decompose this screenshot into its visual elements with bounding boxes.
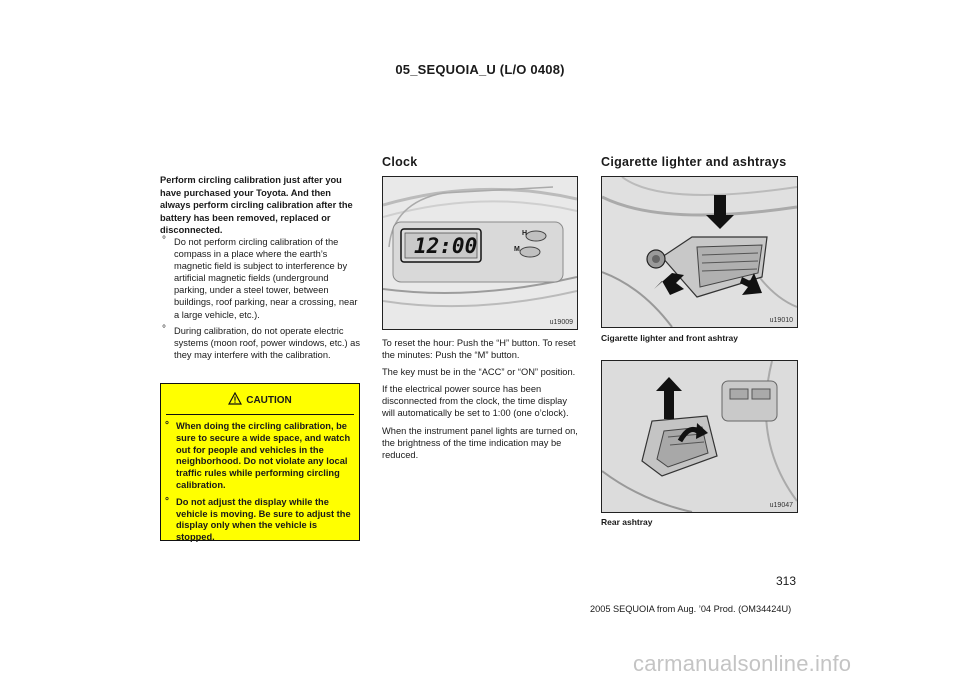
- figure-code: u19010: [769, 317, 793, 324]
- caution-item: ° Do not adjust the display while the vehicle is moving. Be sure to adjust the display only when the vehicle is stopped.: [163, 497, 353, 544]
- figure-code: u19009: [549, 319, 573, 326]
- watermark[interactable]: carmanualsonline.info: [633, 651, 852, 676]
- clock-paragraph: If the electrical power source has been disconnected from the clock, the time display will automatically be set to 1:00 (one o’clock).: [382, 384, 569, 419]
- note-item: ° During calibration, do not operate electric systems (moon roof, power windows, etc.) as they may interfere with the calibration.: [160, 325, 362, 361]
- clock-display: 12:00: [414, 234, 478, 258]
- clock-paragraph: When the instrument panel lights are turned on, the brightness of the time indication may be reduced.: [382, 425, 578, 460]
- clock-paragraph: The key must be in the “ACC” or “ON” position.: [382, 367, 576, 378]
- caution-list: [161, 421, 359, 544]
- caution-box: [160, 383, 360, 541]
- clock-illustration: [383, 177, 577, 329]
- warning-triangle-icon: [228, 392, 242, 408]
- caution-heading: [161, 392, 359, 408]
- note-item: ° Do not perform circling calibration of the compass in a place where the earth’s magnetic field is subject to interference by artificial magnetic fields (underground parking, under a steel tower, between buildings, roof parking, near a crossing, near a large vehicle, etc.).: [160, 236, 362, 321]
- page-header: 05_SEQUOIA_U (L/O 0408): [395, 62, 565, 77]
- caution-divider: [166, 414, 354, 415]
- minute-button-label: M: [514, 246, 520, 253]
- clock-figure: [382, 176, 578, 330]
- caution-item: ° When doing the circling calibration, be sure to secure a wide space, and watch out for people and vehicles in the neighborhood. Do not violate any local traffic rules while performing circling calibration.: [163, 421, 353, 492]
- clock-instructions: [382, 337, 578, 466]
- rear-ashtray-figure: [601, 360, 798, 513]
- calibration-intro: Perform circling calibration just after you have purchased your Toyota. And then always perform circling calibration after the battery has been removed, replaced or disconnected.: [160, 175, 353, 235]
- clock-paragraph: To reset the hour: Push the “H” button. To reset the minutes: Push the “M” button.: [382, 338, 576, 361]
- rear-ashtray-illustration: [602, 361, 797, 512]
- rear-ashtray-caption: Rear ashtray: [601, 517, 653, 527]
- page-footer: 2005 SEQUOIA from Aug. ’04 Prod. (OM34424U): [590, 604, 792, 614]
- figure-code: u19047: [769, 502, 793, 509]
- section-title-clock: Clock: [382, 155, 418, 169]
- caution-title: CAUTION: [246, 394, 292, 406]
- front-ashtray-caption: Cigarette lighter and front ashtray: [601, 333, 738, 343]
- page-number: 313: [776, 574, 797, 588]
- hour-button-label: H: [522, 230, 528, 237]
- section-title-cigarette: Cigarette lighter and ashtrays: [601, 155, 787, 169]
- front-ashtray-illustration: [602, 177, 797, 327]
- front-ashtray-figure: [601, 176, 798, 328]
- calibration-notes: [160, 236, 362, 365]
